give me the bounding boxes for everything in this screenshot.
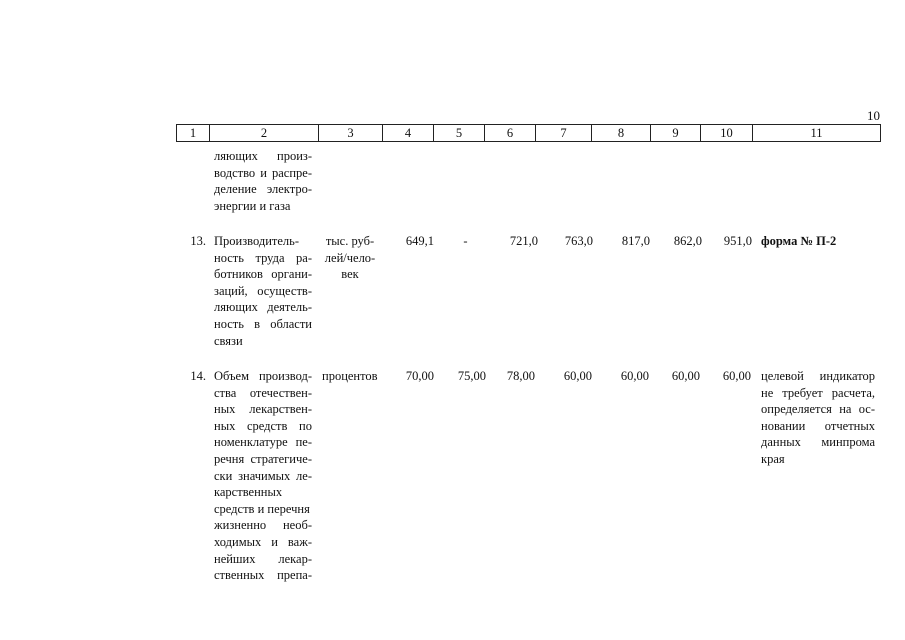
col-header-11: 11 [753, 125, 881, 142]
row-13-name-line: ботников органи- [214, 267, 312, 282]
col-header-9: 9 [651, 125, 701, 142]
col-header-5: 5 [434, 125, 485, 142]
col-header-4: 4 [383, 125, 434, 142]
row-13-name [214, 233, 312, 349]
row-13-value-col7: 763,0 [564, 234, 593, 248]
row-13-unit-line: век [341, 267, 359, 282]
row-13-number: 13. [190, 234, 206, 248]
row-14-name-line: средств и перечня [214, 501, 310, 516]
row-13-unit [318, 233, 382, 283]
row-14-note-line: края [761, 451, 785, 466]
row-14-unit: процентов [322, 369, 378, 383]
row-14-value-col4: 70,00 [405, 369, 434, 383]
row-13-value-col5: - [463, 234, 468, 248]
row-13-value-col9: 862,0 [673, 234, 702, 248]
row-14-name-line: номенклатуре пе- [214, 435, 312, 450]
row-14-value-col10: 60,00 [722, 369, 751, 383]
row-14-name [214, 368, 312, 584]
col-header-10: 10 [701, 125, 753, 142]
row-14-number: 14. [190, 369, 206, 383]
row-13-name-line: ляющих деятель- [214, 300, 312, 315]
row-13-name-line: ность труда ра- [214, 250, 312, 265]
row-13-name-line: ность в области [214, 316, 312, 331]
continuation-name [214, 148, 312, 214]
continuation-name-line: энергии и газа [214, 198, 291, 213]
continuation-name-line: ляющих произ- [214, 149, 312, 163]
row-13-value-col6: 721,0 [509, 234, 538, 248]
col-header-6: 6 [485, 125, 536, 142]
row-13-value-col10: 951,0 [723, 234, 752, 248]
row-14-value-col5: 75,00 [457, 369, 486, 383]
col-header-2: 2 [210, 125, 319, 142]
col-header-7: 7 [536, 125, 592, 142]
row-14-note [761, 368, 875, 468]
row-13-name-line: заций, осуществ- [214, 283, 312, 298]
row-14-name-line: речня стратегиче- [214, 451, 312, 466]
row-14-name-line: ных средств по [214, 418, 312, 433]
row-13-unit-line: лей/чело- [324, 250, 376, 265]
row-14-name-line: ства отечествен- [214, 385, 312, 400]
row-13-value-col8: 817,0 [621, 234, 650, 248]
row-13-name-line: связи [214, 333, 243, 348]
row-14-name-line: ных лекарствен- [214, 402, 312, 417]
continuation-name-line: деление электро- [214, 182, 312, 197]
row-14-name-line: карственных [214, 485, 283, 500]
col-header-3: 3 [319, 125, 383, 142]
row-14-note-line: новании отчетных [761, 418, 875, 433]
row-14-value-col8: 60,00 [620, 369, 649, 383]
col-header-1: 1 [177, 125, 210, 142]
continuation-name-line: водство и распре- [214, 165, 312, 180]
row-14-value-col7: 60,00 [563, 369, 592, 383]
row-14-name-line: ски значимых ле- [214, 468, 312, 483]
row-14-note-line: целевой индикатор [761, 369, 875, 383]
row-13-name-line: Производитель- [214, 234, 300, 248]
row-14-name-line: ственных препа- [214, 568, 312, 583]
row-13-unit-line: тыс. руб- [325, 234, 375, 248]
row-13-value-col4: 649,1 [405, 234, 434, 248]
page-number: 10 [867, 108, 880, 123]
row-14-note-line: не требует расчета, [761, 385, 875, 400]
row-13-note: форма № П-2 [761, 234, 837, 248]
row-14-note-line: данных минпрома [761, 435, 875, 450]
column-number-header [176, 124, 881, 142]
row-14-name-line: ходимых и важ- [214, 534, 312, 549]
row-14-name-line: нейших лекар- [214, 551, 312, 566]
row-14-value-col6: 78,00 [506, 369, 535, 383]
row-14-name-line: Объем производ- [214, 369, 312, 383]
row-14-value-col9: 60,00 [671, 369, 700, 383]
row-14-note-line: определяется на ос- [761, 402, 875, 417]
row-14-name-line: жизненно необ- [214, 518, 312, 533]
col-header-8: 8 [592, 125, 651, 142]
